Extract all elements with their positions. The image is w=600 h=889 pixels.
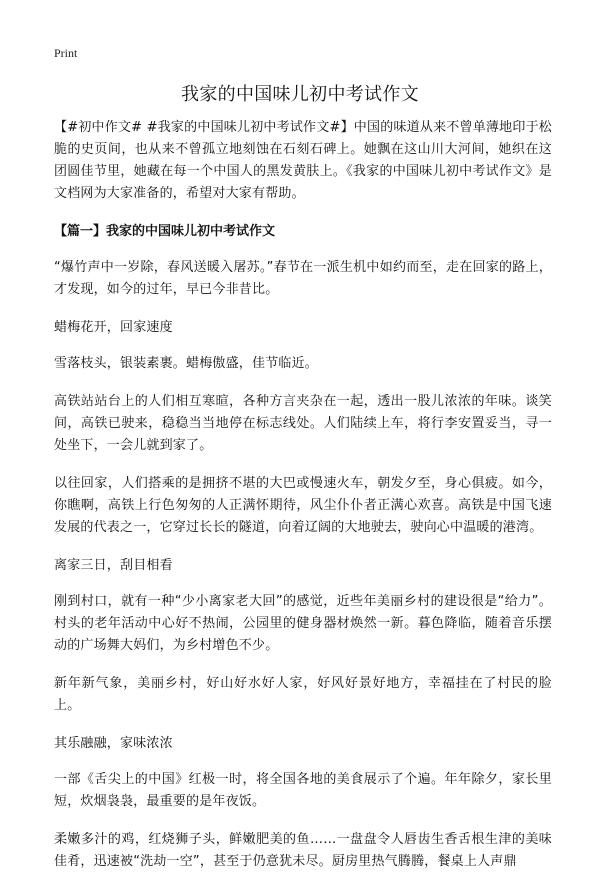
print-link[interactable]: Print [54,46,78,60]
paragraph: 雪落枝头，银装素裹。蜡梅傲盛，佳节临近。 [54,356,319,371]
subheading: 蜡梅花开，回家速度 [54,320,173,335]
paragraph: 高铁站站台上的人们相互寒暄，各种方言夹杂在一起，透出一股儿浓浓的年味。谈笑间，高铁已驶来，稳稳当当地停在标志线处。人们陆续上车，将行李安置妥当，寻一处坐下，一会儿就到家了。 [54,394,552,453]
subheading: 其乐融融，家味浓浓 [54,736,173,751]
paragraph: 一部《舌尖上的中国》红极一时，将全国各地的美食展示了个遍。年年除夕，家长里短，炊烟袅袅，最重要的是年夜饭。 [54,772,552,809]
subheading: 离家三日，刮目相看 [54,558,173,573]
intro-paragraph: 【#初中作文# #我家的中国味儿初中考试作文#】中国的味道从来不曾单薄地印于松脆的史页间，也从来不曾孤立地刻蚀在石刻石碑上。她飘在这山川大河间，她织在这团圆佳节里，她藏在每一个中国人的黑发黄肤上。《我家的中国味儿初中考试作文》是文档网为大家准备的，希望对大家有帮助。 [54,120,552,201]
paragraph: 刚到村口，就有一种“少小离家老大回”的感觉，近些年美丽乡村的建设很是“给力”。村头的老年活动中心好不热闹，公园里的健身器材焕然一新。暮色降临，随着音乐摆动的广场舞大妈们，为乡村增色不少。 [54,594,552,653]
page-title: 我家的中国味儿初中考试作文 [181,84,419,105]
section-heading: 【篇一】我家的中国味儿初中考试作文 [54,224,276,239]
paragraph: 以往回家，人们搭乘的是拥挤不堪的大巴或慢速火车，朝发夕至，身心俱疲。如今，你瞧啊，高铁上行色匆匆的人正满怀期待，风尘仆仆者正满心欢喜。高铁是中国飞速发展的代表之一，它穿过长长的隧道，向着辽阔的大地驶去，驶向心中温暖的港湾。 [54,476,552,535]
article-body [54,117,552,889]
paragraph: “爆竹声中一岁除，春风送暖入屠苏。”春节在一派生机中如约而至，走在回家的路上，才发现，如今的过年，早已今非昔比。 [54,260,552,297]
paragraph: 新年新气象，美丽乡村，好山好水好人家，好风好景好地方，幸福挂在了村民的脸上。 [54,676,552,713]
paragraph: 柔嫩多汁的鸡，红烧狮子头，鲜嫩肥美的鱼……一盘盘令人唇齿生香舌根生津的美味佳肴，迅速被“洗劫一空”，甚至于仍意犹未尽。厨房里热气腾腾，餐桌上人声鼎 [54,832,552,869]
